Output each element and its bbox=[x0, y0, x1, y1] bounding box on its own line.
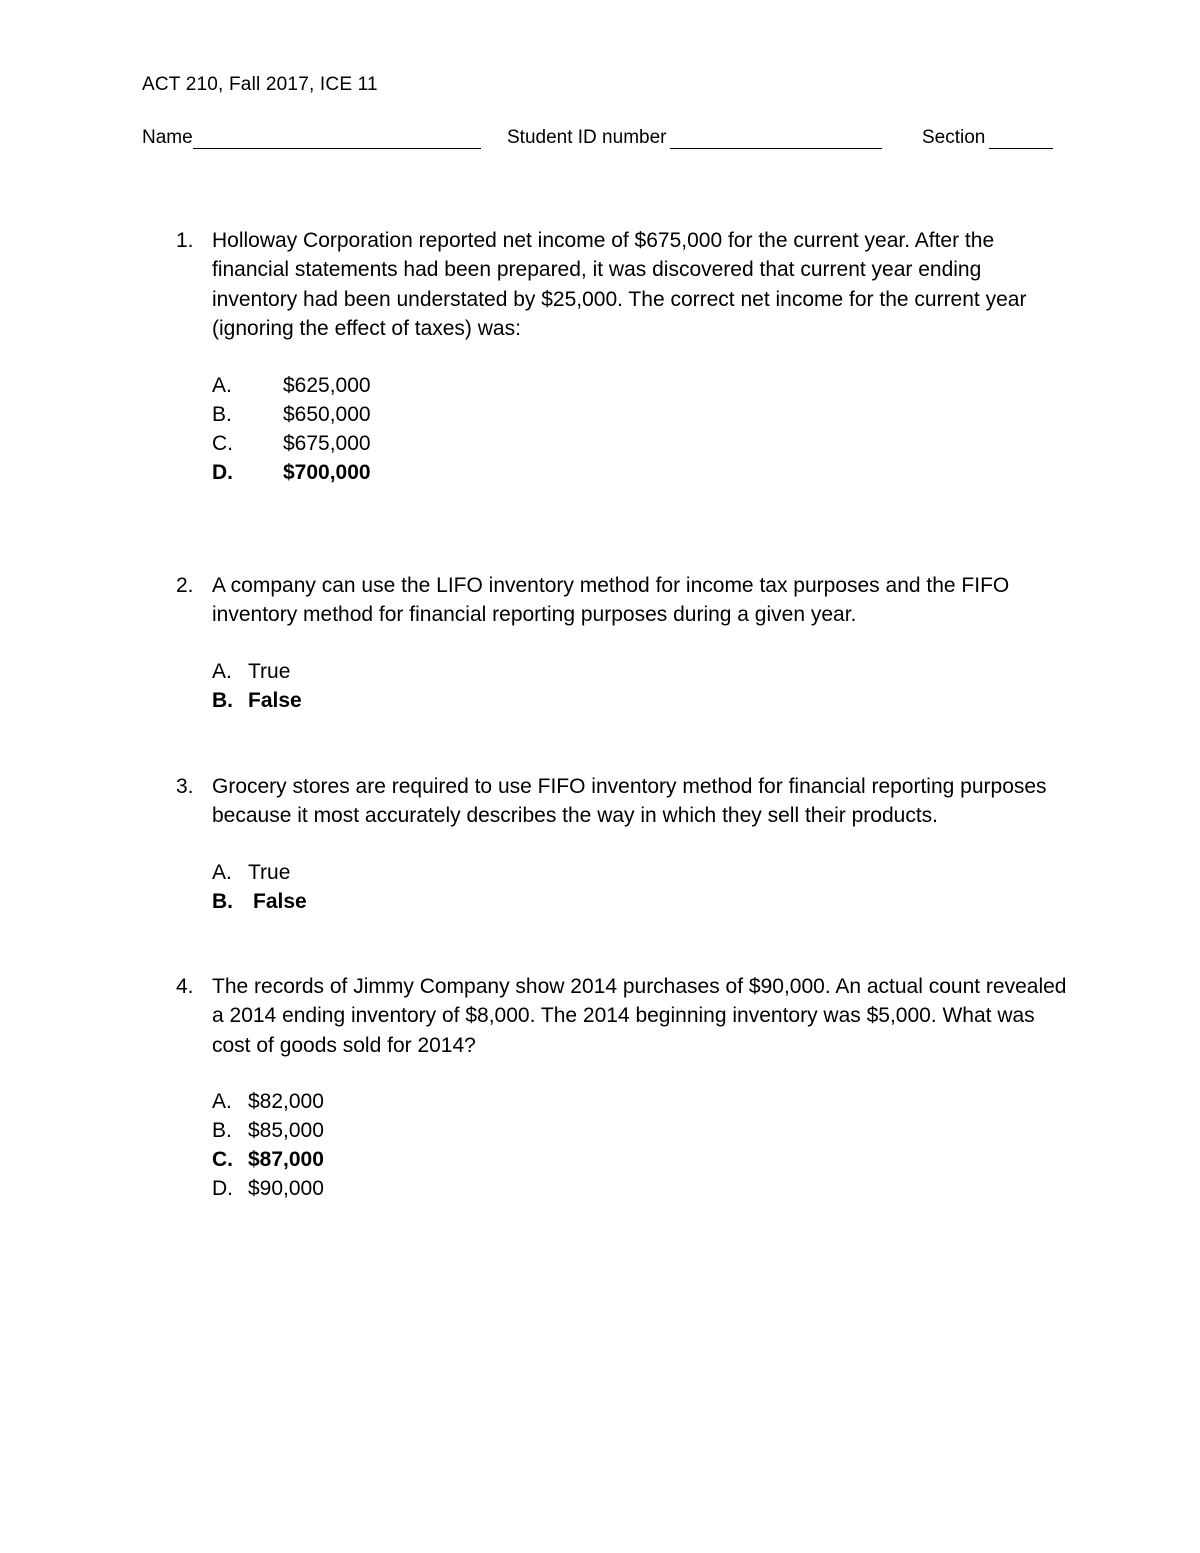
answer-option-b-correct[interactable]: B. False bbox=[212, 688, 302, 712]
name-label: Name bbox=[142, 127, 193, 148]
answer-option-b-correct[interactable]: B. False bbox=[212, 889, 307, 913]
student-id-blank-line[interactable] bbox=[670, 128, 882, 149]
question-3 bbox=[176, 772, 1076, 916]
answer-option-c[interactable]: C. $675,000 bbox=[212, 431, 371, 455]
answer-options bbox=[212, 657, 1076, 715]
question-4 bbox=[176, 972, 1076, 1203]
answer-options bbox=[212, 371, 1076, 487]
answer-option-d-correct[interactable]: D. $700,000 bbox=[212, 460, 371, 484]
question-number: 1. bbox=[176, 229, 194, 252]
answer-option-d[interactable]: D. $90,000 bbox=[212, 1177, 324, 1201]
question-text: A company can use the LIFO inventory method for income tax purposes and the FIFO inventory method for financial reporting purposes during a given year. bbox=[212, 574, 1010, 627]
answer-options bbox=[212, 1087, 1076, 1203]
student-id-label: Student ID number bbox=[507, 127, 667, 148]
question-text: Holloway Corporation reported net income of $675,000 for the current year. After the financial statements had been prepared, it was discovered that current year ending inventory had been understated by $25,000. The correct net income for the current year (ignoring the effect of taxes) was: bbox=[212, 229, 1027, 341]
answer-option-b[interactable]: B. $85,000 bbox=[212, 1119, 324, 1143]
section-field[interactable] bbox=[922, 127, 1053, 149]
question-2 bbox=[176, 571, 1076, 715]
student-id-field[interactable] bbox=[507, 127, 882, 149]
section-label: Section bbox=[922, 127, 986, 148]
answer-option-b[interactable]: B. $650,000 bbox=[212, 402, 371, 426]
question-number: 2. bbox=[176, 574, 194, 597]
student-info-row bbox=[142, 127, 1058, 153]
question-number: 3. bbox=[176, 775, 194, 798]
answer-option-a[interactable]: A. $82,000 bbox=[212, 1090, 324, 1114]
question-text: The records of Jimmy Company show 2014 purchases of $90,000. An actual count revealed a 2014 ending inventory of $8,000. The 2014 beginning inventory was $5,000. What was cost of goods sold for 2014? bbox=[212, 975, 1067, 1057]
name-blank-line[interactable] bbox=[193, 128, 481, 149]
answer-options bbox=[212, 858, 1076, 916]
answer-option-a[interactable]: A. True bbox=[212, 860, 291, 884]
section-blank-line[interactable] bbox=[989, 128, 1053, 149]
answer-option-a[interactable]: A. True bbox=[212, 659, 291, 683]
answer-option-a[interactable]: A. $625,000 bbox=[212, 373, 371, 397]
name-field[interactable] bbox=[142, 127, 481, 149]
answer-option-c-correct[interactable]: C. $87,000 bbox=[212, 1148, 324, 1172]
question-number: 4. bbox=[176, 975, 194, 998]
question-text: Grocery stores are required to use FIFO inventory method for financial reporting purposes because it most accurately describes the way in which they sell their products. bbox=[212, 775, 1047, 828]
document-title: ACT 210, Fall 2017, ICE 11 bbox=[142, 74, 378, 95]
question-1 bbox=[176, 226, 1076, 487]
